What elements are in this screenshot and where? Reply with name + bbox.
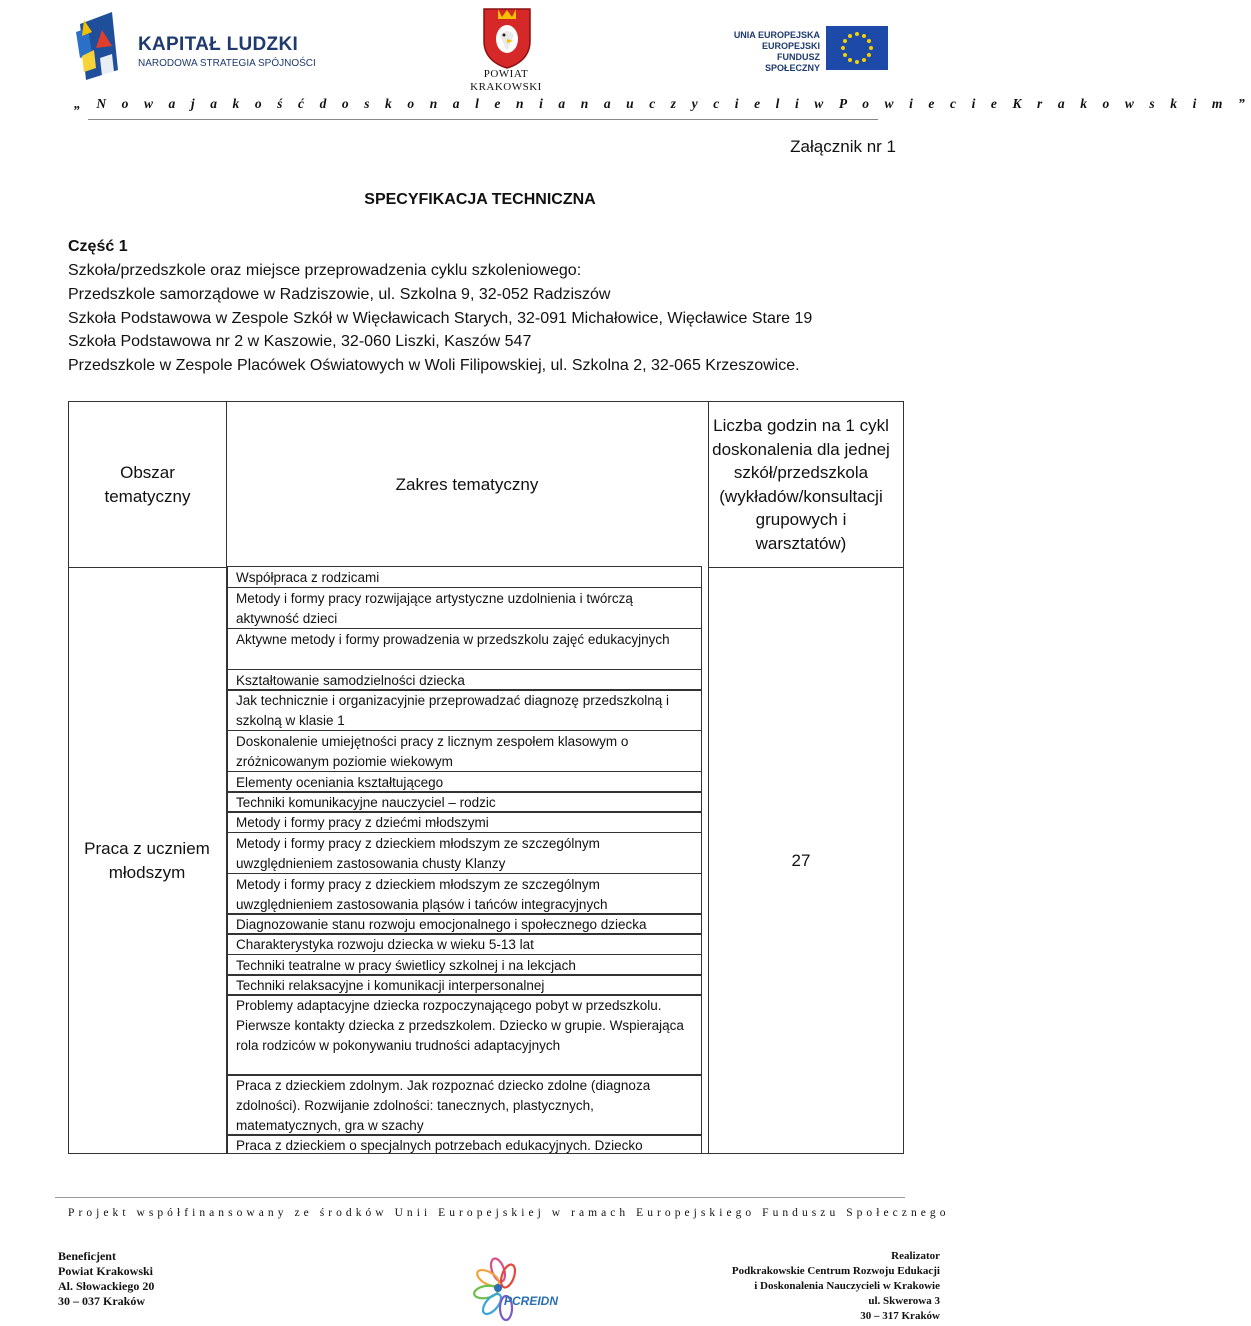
topic-item: Problemy adaptacyjne dziecka rozpoczynającego pobyt w przedszkolu. Pierwsze kontakty dziecka z przedszkolem. Dziecko w grupie. Wspierająca rola rodziców w pokonywaniu trudności adaptacyjnych [227, 994, 702, 1076]
eu-flag-icon [826, 26, 888, 70]
topic-item: Metody i formy pracy z dzieckiem młodszym ze szczególnym uwzględnieniem zastosowania pląsów i tańców integracyjnych [227, 873, 702, 915]
beneficiary-line: Al. Słowackiego 20 [58, 1279, 155, 1293]
realizer-line: 30 – 317 Kraków [860, 1310, 940, 1322]
page-header [0, 0, 1251, 125]
beneficiary-line: 30 – 037 Kraków [58, 1294, 145, 1308]
realizer-line: ul. Skwerowa 3 [868, 1295, 940, 1307]
header-hours: Liczba godzin na 1 cykl doskonalenia dla jednej szkół/przedszkola (wykładów/konsultacji grupowych i warsztatów) [712, 416, 890, 553]
intro-line: Szkoła Podstawowa nr 2 w Kaszowie, 32-060 Liszki, Kaszów 547 [68, 333, 532, 350]
topic-item: Praca z dzieckiem o specjalnych potrzebach edukacyjnych. Dziecko [227, 1134, 702, 1154]
county-crest-icon [480, 5, 534, 69]
part-heading: Część 1 [68, 238, 128, 255]
kapital-ludzki-emblem-icon [72, 10, 122, 84]
beneficiary-block [58, 1249, 154, 1309]
annex-label: Załącznik nr 1 [790, 137, 896, 156]
document-title: SPECYFIKACJA TECHNICZNA [364, 191, 596, 208]
beneficiary-line: Beneficjent [58, 1249, 116, 1263]
topic-item: Metody i formy pracy z dziećmi młodszymi [227, 811, 702, 833]
project-cofinancing-note: Projekt współfinansowany ze środków Unii Europejskiej w ramach Europejskiego Funduszu Społecznego [68, 1207, 950, 1219]
header-area: Obszar tematyczny [104, 463, 191, 506]
specification-table [68, 401, 904, 1154]
topic-item: Techniki teatralne w pracy świetlicy szkolnej i na lekcjach [227, 954, 702, 976]
topic-item: Jak technicznie i organizacyjnie przeprowadzać diagnozę przedszkolną i szkolną w klasie 1 [227, 689, 702, 731]
intro-line: Szkoła Podstawowa w Zespole Szkół w Więcławicach Starych, 32-091 Michałowice, Więcławice Stare 19 [68, 310, 813, 327]
pcreidn-logo-text: PCREIDN [504, 1294, 559, 1308]
beneficiary-line: Powiat Krakowski [58, 1264, 154, 1278]
header-divider [88, 119, 878, 120]
eu-logo [726, 24, 896, 72]
topic-item: Współpraca z rodzicami [227, 566, 702, 588]
intro-line: Szkoła/przedszkole oraz miejsce przeprowadzenia cyklu szkoleniowego: [68, 262, 582, 279]
intro-line: Przedszkole samorządowe w Radziszowie, ul. Szkolna 9, 32-052 Radziszów [68, 286, 611, 303]
topic-item: Metody i formy pracy z dzieckiem młodszym ze szczególnym uwzględnieniem zastosowania chusty Klanzy [227, 832, 702, 874]
footer-divider [55, 1197, 905, 1198]
eu-line-3: FUNDUSZ SPOŁECZNY [764, 52, 820, 73]
eu-line-1: UNIA EUROPEJSKA [733, 30, 820, 40]
kapital-ludzki-title: KAPITAŁ LUDZKI [138, 34, 299, 55]
topic-item: Elementy oceniania kształtującego [227, 771, 702, 793]
topic-item: Aktywne metody i formy prowadzenia w przedszkolu zajęć edukacyjnych [227, 628, 702, 670]
topic-item: Diagnozowanie stanu rozwoju emocjonalnego i społecznego dziecka [227, 913, 702, 935]
kapital-ludzki-subtitle: NARODOWA STRATEGIA SPÓJNOŚCI [138, 58, 316, 69]
topic-item: Kształtowanie samodzielności dziecka [227, 669, 702, 691]
pcreidn-logo-icon [462, 1256, 558, 1322]
kapital-ludzki-logo [72, 10, 316, 86]
topic-item: Metody i formy pracy rozwijające artystyczne uzdolnienia i twórczą aktywność dzieci [227, 587, 702, 629]
eu-line-2: EUROPEJSKI [761, 41, 820, 51]
intro-line: Przedszkole w Zespole Placówek Oświatowych w Woli Filipowskiej, ul. Szkolna 2, 32-065 Krzeszowice. [68, 357, 800, 374]
project-motto: „ N o w a j a k o ś ć d o s k o n a l e n i a n a u c z y c i e l i w P o w i e c i e K r a k o w s k i m ” [74, 96, 1251, 111]
topic-item: Techniki komunikacyjne nauczyciel – rodzic [227, 791, 702, 813]
realizer-line: Realizator [891, 1250, 940, 1262]
county-name-line2: KRAKOWSKI [470, 81, 542, 93]
topic-item: Doskonalenie umiejętności pracy z licznym zespołem klasowym o zróżnicowanym poziomie wiekowym [227, 730, 702, 772]
realizer-line: Podkrakowskie Centrum Rozwoju Edukacji [731, 1265, 940, 1277]
header-scope: Zakres tematyczny [395, 474, 539, 494]
county-name-line1: POWIAT [483, 68, 529, 80]
realizer-block [640, 1249, 940, 1324]
eu-logo-text [726, 30, 820, 74]
cell-hours: 27 [791, 850, 811, 870]
topic-item: Praca z dzieckiem zdolnym. Jak rozpoznać dziecko zdolne (diagnoza zdolności). Rozwijanie zdolności: tanecznych, plastycznych, matematycznych, gra w szachy [227, 1074, 702, 1136]
topic-item: Techniki relaksacyjne i komunikacji interpersonalnej [227, 974, 702, 996]
topic-item: Charakterystyka rozwoju dziecka w wieku 5-13 lat [227, 933, 702, 955]
cell-area: Praca z uczniem młodszym [84, 839, 210, 882]
realizer-line: i Doskonalenia Nauczycieli w Krakowie [754, 1280, 940, 1292]
